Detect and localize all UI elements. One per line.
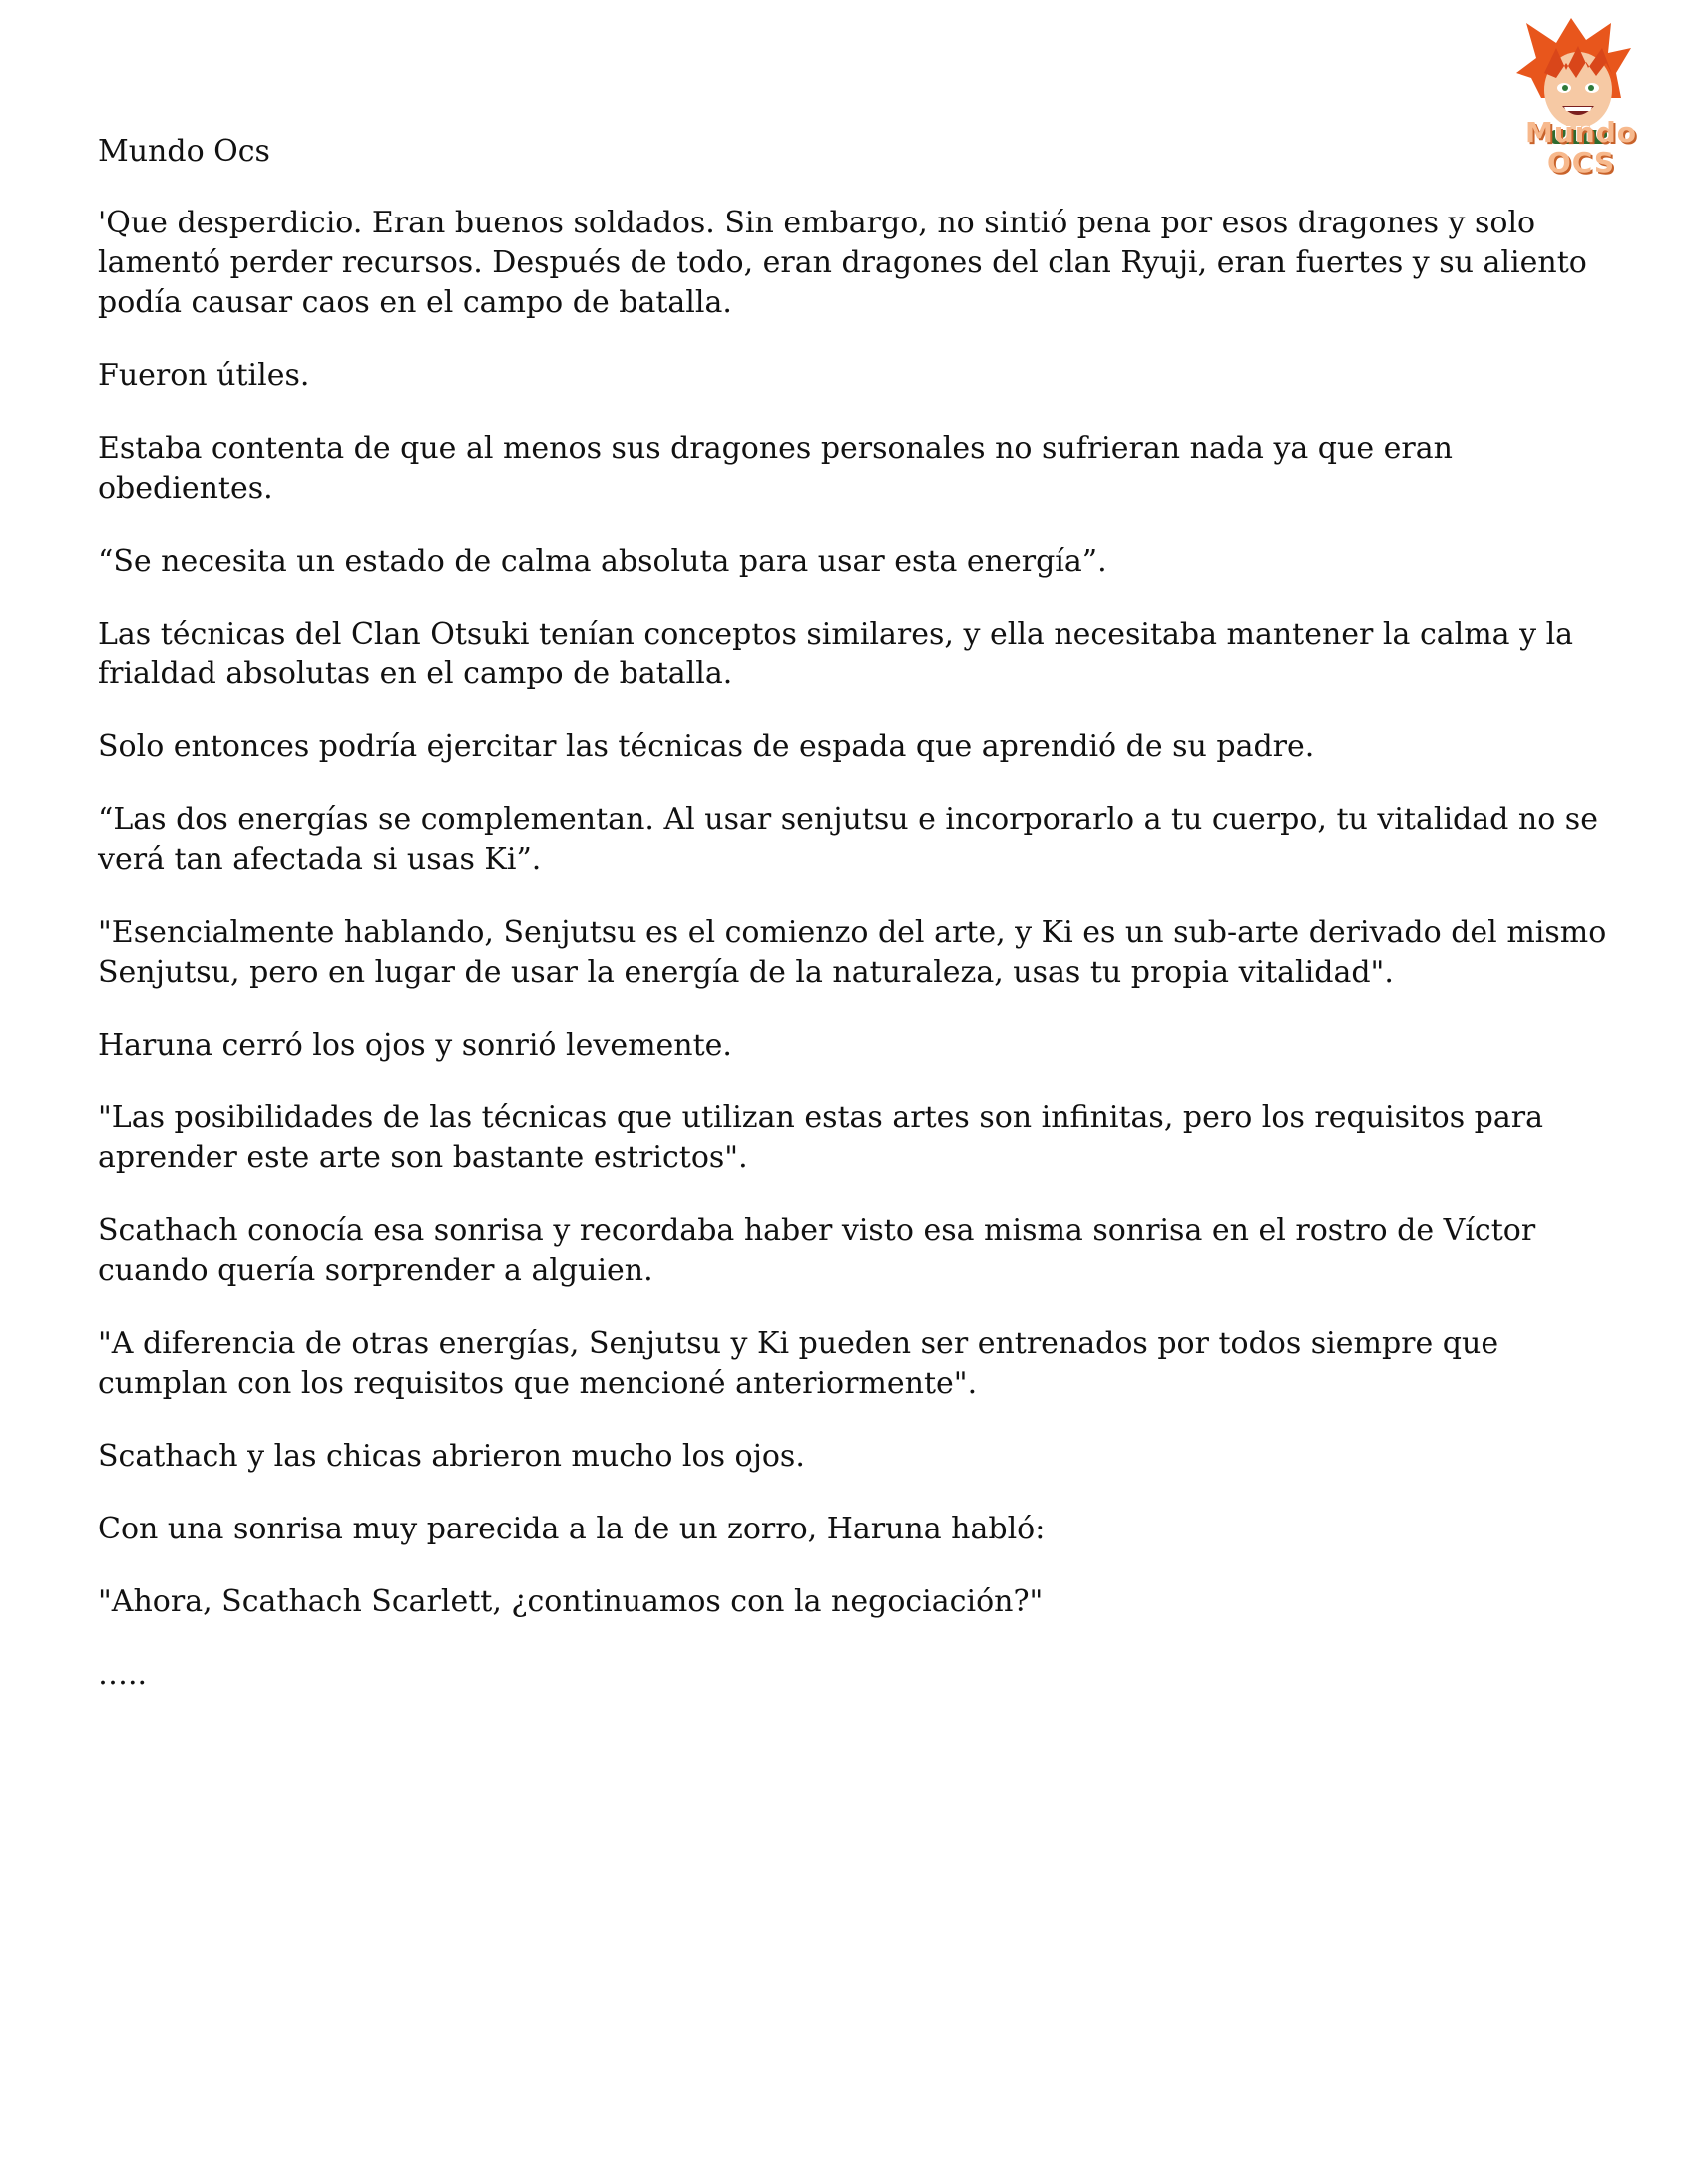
paragraph: Estaba contenta de que al menos sus dragones personales no sufrieran nada ya que eran obedientes. (98, 431, 1453, 506)
paragraph: Scathach conocía esa sonrisa y recordaba haber visto esa misma sonrisa en el rostro de Víctor cuando quería sorprender a alguien. (98, 1213, 1536, 1288)
document-header: Mundo Ocs (98, 134, 270, 169)
paragraph: "A diferencia de otras energías, Senjutsu y Ki pueden ser entrenados por todos siempre que cumplan con los requisitos que mencioné anteriormente". (98, 1326, 1499, 1401)
logo-text: Mundo OCS (1524, 116, 1637, 179)
paragraph: Scathach y las chicas abrieron mucho los ojos. (98, 1439, 805, 1474)
paragraph-ellipsis: ….. (98, 1657, 148, 1692)
paragraph: Las técnicas del Clan Otsuki tenían conceptos similares, y ella necesitaba mantener la calma y la frialdad absolutas en el campo de batalla. (98, 617, 1574, 691)
paragraph: Haruna cerró los ojos y sonrió levemente. (98, 1028, 732, 1063)
paragraph: 'Que desperdicio. Eran buenos soldados. Sin embargo, no sintió pena por esos dragones y solo lamentó perder recursos. Después de todo, eran dragones del clan Ryuji, eran fuertes y su aliento podía causar caos en el campo de batalla. (98, 206, 1587, 320)
document-body (98, 132, 1634, 1728)
paragraph: "Las posibilidades de las técnicas que utilizan estas artes son infinitas, pero los requisitos para aprender este arte son bastante estrictos". (98, 1100, 1543, 1175)
paragraph: “Las dos energías se complementan. Al usar senjutsu e incorporarlo a tu cuerpo, tu vitalidad no se verá tan afectada si usas Ki”. (98, 802, 1598, 877)
paragraph: “Se necesita un estado de calma absoluta para usar esta energía”. (98, 544, 1107, 579)
paragraph: Solo entonces podría ejercitar las técnicas de espada que aprendió de su padre. (98, 729, 1315, 764)
paragraph: "Ahora, Scathach Scarlett, ¿continuamos con la negociación?" (98, 1584, 1044, 1619)
paragraph: Fueron útiles. (98, 358, 310, 393)
paragraph: Con una sonrisa muy parecida a la de un zorro, Haruna habló: (98, 1512, 1046, 1546)
paragraph: "Esencialmente hablando, Senjutsu es el comienzo del arte, y Ki es un sub-arte derivado del mismo Senjutsu, pero en lugar de usar la energía de la naturaleza, usas tu propia vitalidad". (98, 915, 1607, 990)
